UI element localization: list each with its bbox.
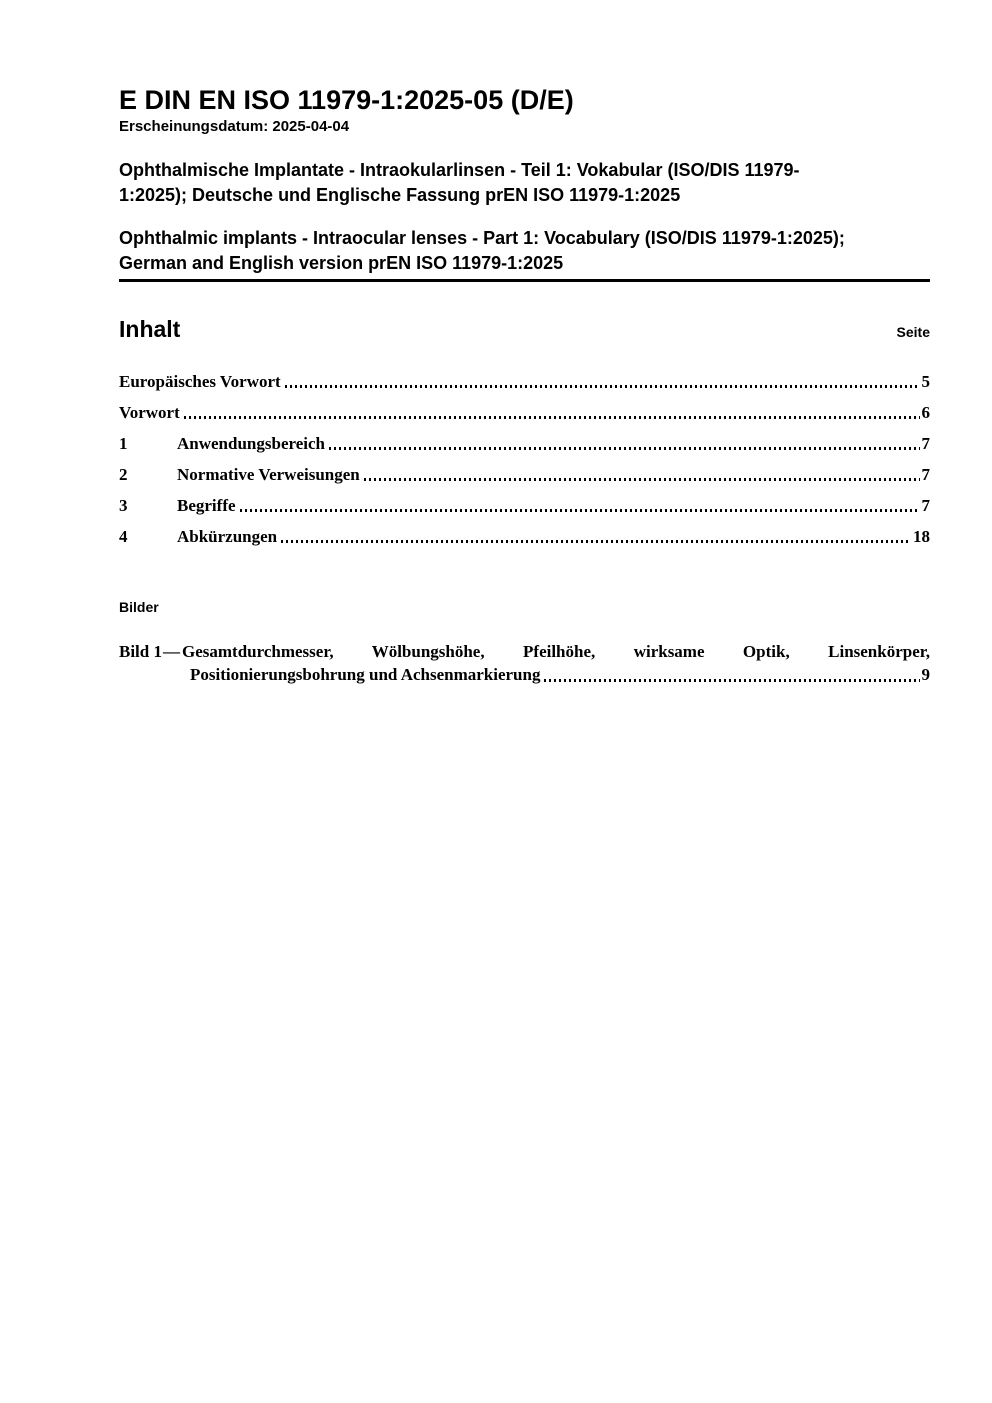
toc-entry-label: Begriffe [177,496,236,515]
publication-date-value: 2025-04-04 [272,118,350,135]
toc-entry-number: 2 [119,465,128,484]
publication-date-label: Erscheinungsdatum: [119,118,269,135]
title-german-line2: 1:2025); Deutsche und Englische Fassung prEN ISO 11979-1:2025 [119,185,681,205]
toc-entry-anwendungsbereich [119,434,930,454]
dot-leader [281,540,911,543]
toc-entry-label: Normative Verweisungen [177,465,360,484]
dot-leader [285,385,920,388]
toc-entry-page: 7 [921,434,930,453]
figure-entry-bild-1 [119,640,930,686]
dot-leader [544,679,919,682]
figure-entry-label: Bild 1 [119,642,162,661]
figure-entry-line2: Positionierungsbohrung und Achsenmarkierung [190,665,541,684]
contents-header-row [119,316,930,342]
toc-entry-number: 1 [119,434,128,453]
toc-entry-page: 6 [921,403,930,422]
toc-entry-label: Abkürzungen [177,527,278,546]
figures-heading: Bilder [119,599,159,615]
toc-entry-normative-verweisungen [119,465,930,485]
title-german-line1: Ophthalmische Implantate - Intraokularlinsen - Teil 1: Vokabular (ISO/DIS 11979- [119,160,800,180]
toc-entry-page: 7 [921,496,930,515]
dot-leader [364,478,920,481]
publication-date [119,118,930,136]
toc-entry-number: 4 [119,527,128,546]
contents-heading: Inhalt [119,316,181,342]
toc-entry-page: 5 [921,372,930,391]
toc-entry-europaeisches-vorwort [119,372,930,392]
toc-entry-vorwort [119,403,930,423]
title-english-line1: Ophthalmic implants - Intraocular lenses - Part 1: Vocabulary (ISO/DIS 11979-1:2025); [119,228,845,248]
figure-entry-text [182,640,930,686]
table-of-contents [119,372,930,547]
page-column-label: Seite [896,324,930,340]
toc-entry-label: Anwendungsbereich [177,434,325,453]
toc-entry-begriffe [119,496,930,516]
title-english [119,226,930,282]
em-dash: — [163,642,180,661]
title-german [119,158,930,208]
title-english-line2: German and English version prEN ISO 11979-1:2025 [119,253,564,273]
dot-leader [184,416,920,419]
document-title: E DIN EN ISO 11979-1:2025-05 (D/E) [119,85,574,115]
toc-entry-label: Vorwort [119,403,180,422]
toc-entry-abkuerzungen [119,527,930,547]
figure-entry-page: 9 [921,665,930,684]
figure-entry-line2-row [182,663,930,686]
toc-entry-page: 7 [921,465,930,484]
toc-entry-number: 3 [119,496,128,515]
dot-leader [329,447,920,450]
dot-leader [240,509,920,512]
toc-entry-page: 18 [913,527,930,546]
toc-entry-label: Europäisches Vorwort [119,372,281,391]
figure-entry-line1: Gesamtdurchmesser, Wölbungshöhe, Pfeilhöhe, wirksame Optik, Linsenkörper, [182,642,930,661]
